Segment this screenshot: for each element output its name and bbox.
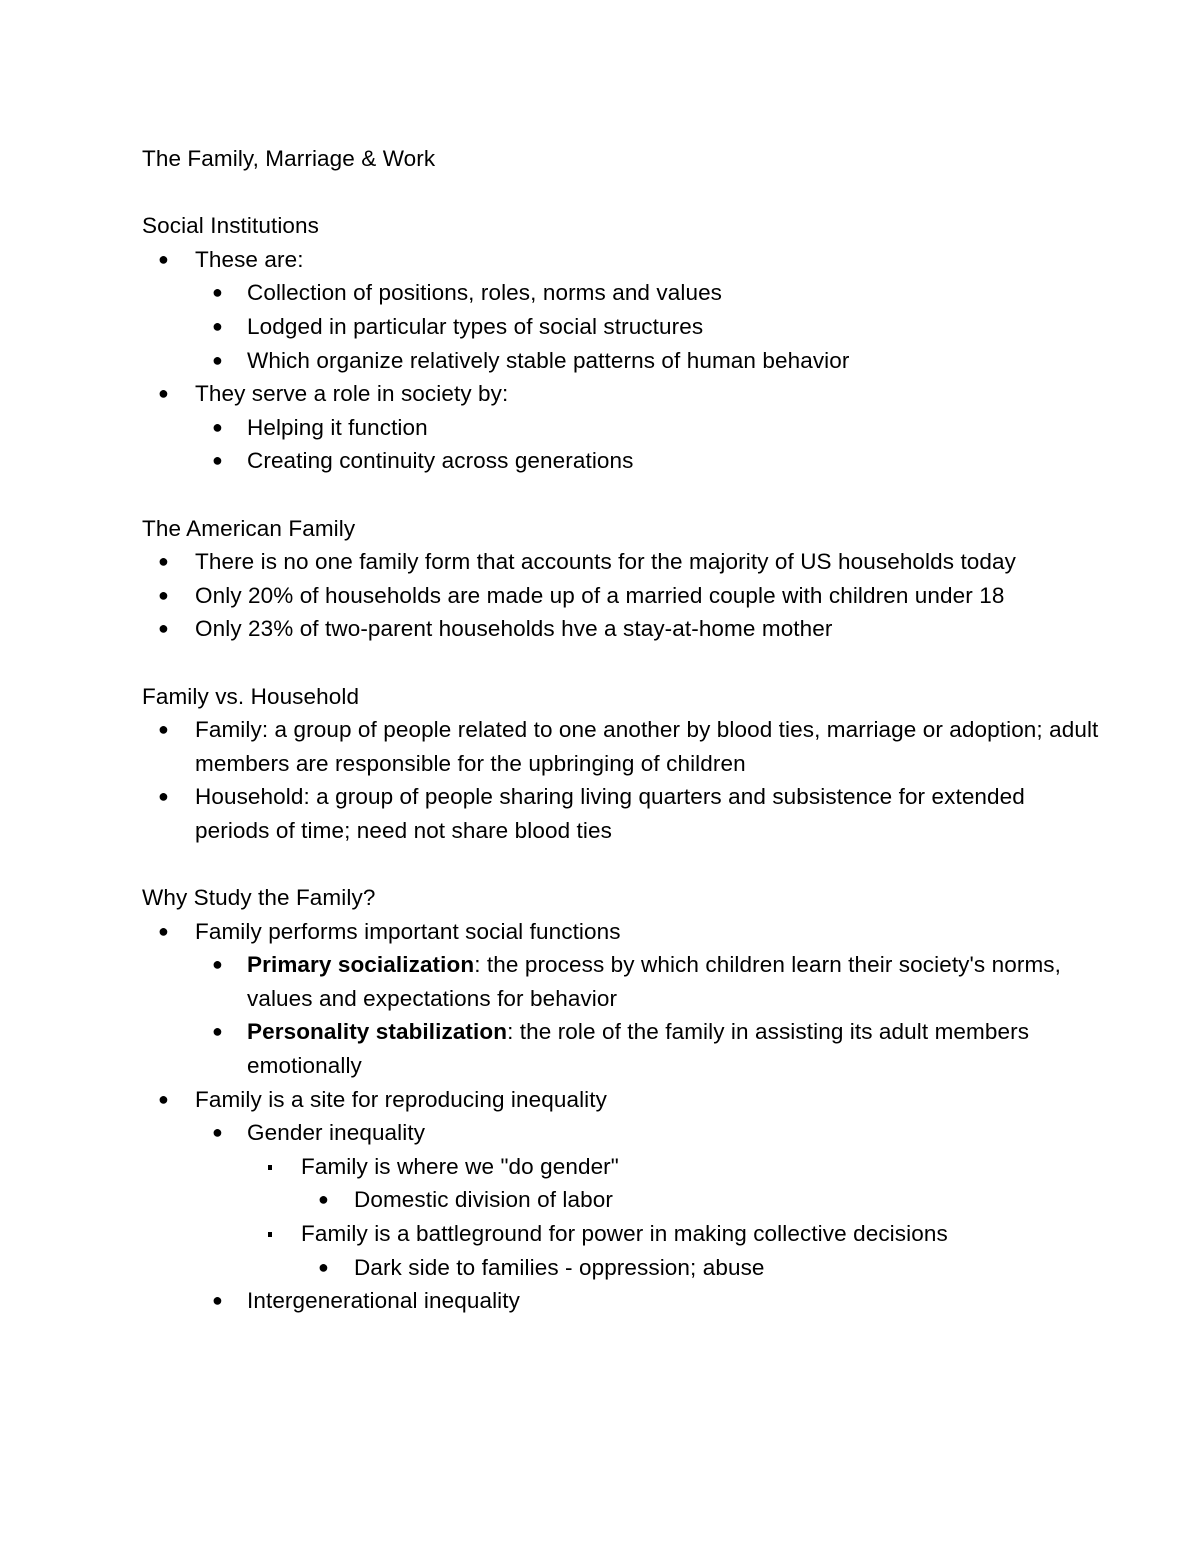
section-american-family bbox=[142, 512, 1102, 646]
bullet-icon: ● bbox=[158, 584, 169, 605]
section-heading: The American Family bbox=[142, 515, 356, 541]
list-item: Family is where we "do gender" bbox=[142, 1150, 1102, 1184]
bullet-icon: ● bbox=[158, 1088, 169, 1109]
bullet-icon: ● bbox=[212, 1122, 223, 1143]
list-item: ● Family is a site for reproducing inequality bbox=[142, 1083, 1102, 1117]
bullet-list bbox=[142, 545, 1102, 646]
bullet-icon: ● bbox=[212, 315, 223, 336]
list-item: ● Domestic division of labor bbox=[142, 1183, 1102, 1217]
list-item: ● There is no one family form that accounts for the majority of US households today bbox=[142, 545, 1102, 579]
list-item: ● Collection of positions, roles, norms and values bbox=[142, 276, 1102, 310]
section-heading: Family vs. Household bbox=[142, 683, 360, 709]
list-item: ● Intergenerational inequality bbox=[142, 1284, 1102, 1318]
bullet-icon: ● bbox=[212, 954, 223, 975]
list-item: ● They serve a role in society by: bbox=[142, 377, 1102, 411]
term-personality-stabilization: Personality stabilization bbox=[247, 1019, 508, 1045]
list-item: ● Household: a group of people sharing living quarters and subsistence for extended periods of time; need not share blood ties bbox=[142, 780, 1102, 847]
bullet-icon: ● bbox=[212, 450, 223, 471]
bullet-icon: ● bbox=[158, 551, 169, 572]
list-item: ● Gender inequality bbox=[142, 1116, 1102, 1150]
section-family-vs-household bbox=[142, 680, 1102, 848]
term-primary-socialization: Primary socialization bbox=[247, 952, 475, 978]
document-page bbox=[142, 142, 1102, 1318]
bullet-list bbox=[142, 243, 1102, 478]
bullet-icon: ● bbox=[158, 248, 169, 269]
list-item: ● Creating continuity across generations bbox=[142, 444, 1102, 478]
list-item: ● Lodged in particular types of social structures bbox=[142, 310, 1102, 344]
square-bullet-icon bbox=[268, 1165, 272, 1170]
bullet-icon: ● bbox=[212, 349, 223, 370]
bullet-icon: ● bbox=[158, 786, 169, 807]
list-item: ● Only 20% of households are made up of a married couple with children under 18 bbox=[142, 579, 1102, 613]
bullet-icon: ● bbox=[212, 1290, 223, 1311]
bullet-list bbox=[142, 713, 1102, 847]
bullet-icon: ● bbox=[212, 282, 223, 303]
list-item: ● Personality stabilization: the role of the family in assisting its adult members emotionally bbox=[142, 1015, 1102, 1082]
list-item: Family is a battleground for power in making collective decisions bbox=[142, 1217, 1102, 1251]
bullet-icon: ● bbox=[318, 1189, 329, 1210]
list-item: ● Dark side to families - oppression; abuse bbox=[142, 1251, 1102, 1285]
section-social-institutions bbox=[142, 209, 1102, 478]
bullet-list bbox=[142, 915, 1102, 1318]
list-item: ● Helping it function bbox=[142, 411, 1102, 445]
square-bullet-icon bbox=[268, 1232, 272, 1237]
bullet-icon: ● bbox=[158, 920, 169, 941]
section-heading: Why Study the Family? bbox=[142, 885, 376, 911]
bullet-icon: ● bbox=[158, 383, 169, 404]
bullet-icon: ● bbox=[318, 1256, 329, 1277]
section-heading: Social Institutions bbox=[142, 213, 319, 239]
section-why-study bbox=[142, 881, 1102, 1318]
document-title: The Family, Marriage & Work bbox=[142, 146, 436, 171]
list-item: ● Primary socialization: the process by which children learn their society's norms, values and expectations for behavior bbox=[142, 948, 1102, 1015]
bullet-icon: ● bbox=[158, 719, 169, 740]
list-item: ● Family: a group of people related to one another by blood ties, marriage or adoption; adult members are responsible for the upbringing of children bbox=[142, 713, 1102, 780]
list-item: ● These are: bbox=[142, 243, 1102, 277]
list-item: ● Which organize relatively stable patterns of human behavior bbox=[142, 344, 1102, 378]
bullet-icon: ● bbox=[212, 416, 223, 437]
list-item: ● Only 23% of two-parent households hve a stay-at-home mother bbox=[142, 612, 1102, 646]
list-item: ● Family performs important social functions bbox=[142, 915, 1102, 949]
bullet-icon: ● bbox=[158, 618, 169, 639]
bullet-icon: ● bbox=[212, 1021, 223, 1042]
